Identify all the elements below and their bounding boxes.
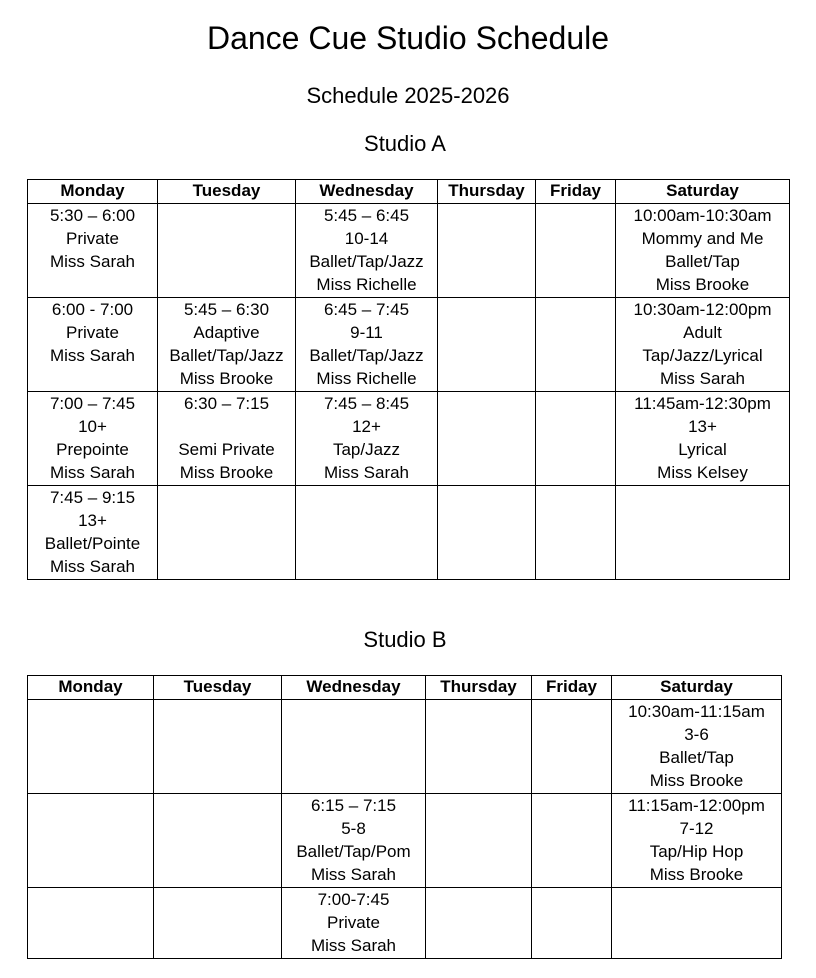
class-detail-line: Miss Richelle (316, 369, 417, 388)
class-detail-line: Miss Sarah (49, 557, 136, 576)
class-detail-line: Prepointe (56, 440, 129, 459)
column-header-saturday: Saturday (612, 676, 782, 700)
empty-cell-friday (536, 298, 616, 392)
class-detail-line: 5-8 (341, 819, 366, 838)
table-row (28, 204, 790, 298)
column-header-monday: Monday (28, 676, 154, 700)
class-detail-line: Miss Kelsey (657, 463, 748, 482)
class-detail-line: 5:45 – 6:45 (323, 206, 410, 225)
empty-cell-wednesday (296, 486, 438, 580)
class-detail-line: Miss Sarah (49, 252, 136, 271)
table-row (28, 486, 790, 580)
studio-a-heading: Studio A (364, 131, 446, 156)
class-detail-line: 10:30am-12:00pm (633, 300, 772, 319)
class-detail-line: 10:00am-10:30am (633, 206, 772, 225)
column-header-wednesday: Wednesday (282, 676, 426, 700)
class-detail-line: 7:00 – 7:45 (49, 394, 136, 413)
class-detail-line: 13+ (78, 511, 107, 530)
class-detail-line: Adaptive (193, 323, 260, 342)
empty-cell-thursday (426, 700, 532, 794)
studio-a-schedule-body (28, 204, 790, 580)
class-detail-line: Miss Sarah (49, 346, 136, 365)
class-detail-line: 3-6 (684, 725, 709, 744)
class-detail-line: Ballet/Tap (665, 252, 740, 271)
class-detail-line: Private (66, 229, 119, 248)
class-detail-line: Mommy and Me (641, 229, 764, 248)
table-header-row (28, 180, 790, 204)
empty-cell-friday (532, 888, 612, 959)
empty-cell-tuesday (158, 204, 296, 298)
class-detail-line: 7-12 (679, 819, 714, 838)
empty-cell-monday (28, 794, 154, 888)
class-cell-monday (28, 298, 158, 392)
class-cell-monday (28, 204, 158, 298)
page-title: Dance Cue Studio Schedule (206, 20, 610, 56)
table-header-row (28, 676, 782, 700)
column-header-friday: Friday (536, 180, 616, 204)
class-detail-line: 12+ (352, 417, 381, 436)
studio-a-schedule-table (27, 179, 790, 580)
table-row (28, 700, 782, 794)
class-detail-line: 10-14 (344, 229, 389, 248)
empty-cell-friday (532, 794, 612, 888)
class-detail-line: Miss Sarah (323, 463, 410, 482)
column-header-tuesday: Tuesday (158, 180, 296, 204)
class-cell-wednesday (282, 888, 426, 959)
empty-cell-tuesday (154, 700, 282, 794)
class-detail-line: Miss Brooke (179, 369, 274, 388)
column-header-monday: Monday (28, 180, 158, 204)
class-detail-line: Tap/Jazz/Lyrical (642, 346, 763, 365)
empty-cell-thursday (438, 298, 536, 392)
class-detail-line: 7:00-7:45 (317, 890, 390, 909)
class-detail-line: Miss Sarah (310, 865, 397, 884)
studio-b-schedule-table (27, 675, 782, 959)
class-detail-line: 11:45am-12:30pm (634, 394, 771, 413)
class-detail-line: Miss Richelle (316, 275, 417, 294)
class-detail-line: Ballet/Pointe (44, 534, 141, 553)
class-cell-saturday (612, 700, 782, 794)
class-detail-line: 5:45 – 6:30 (183, 300, 270, 319)
class-detail-line: Ballet/Tap/Jazz (169, 346, 284, 365)
class-detail-line: 11:15am-12:00pm (628, 796, 765, 815)
class-detail-line: Miss Sarah (310, 936, 397, 955)
class-detail-line: 13+ (688, 417, 717, 436)
class-cell-saturday (616, 298, 790, 392)
empty-cell-monday (28, 700, 154, 794)
class-detail-line (158, 415, 295, 438)
class-detail-line: Semi Private (178, 440, 275, 459)
class-detail-line: 10+ (78, 417, 107, 436)
class-cell-monday (28, 392, 158, 486)
class-cell-saturday (616, 392, 790, 486)
empty-cell-thursday (438, 486, 536, 580)
class-detail-line: Ballet/Tap/Jazz (309, 252, 424, 271)
class-detail-line: Miss Sarah (49, 463, 136, 482)
class-detail-line: Tap/Jazz (332, 440, 401, 459)
class-detail-line: Private (327, 913, 380, 932)
column-header-saturday: Saturday (616, 180, 790, 204)
class-cell-wednesday (282, 794, 426, 888)
class-detail-line: Miss Brooke (655, 275, 750, 294)
class-detail-line: 6:45 – 7:45 (323, 300, 410, 319)
class-cell-monday (28, 486, 158, 580)
class-cell-saturday (612, 794, 782, 888)
class-cell-saturday (616, 204, 790, 298)
class-detail-line: Lyrical (678, 440, 727, 459)
class-cell-tuesday (158, 298, 296, 392)
class-cell-wednesday (296, 298, 438, 392)
class-detail-line: 5:30 – 6:00 (49, 206, 136, 225)
column-header-thursday: Thursday (438, 180, 536, 204)
empty-cell-tuesday (154, 888, 282, 959)
class-detail-line: Tap/Hip Hop (649, 842, 744, 861)
column-header-wednesday: Wednesday (296, 180, 438, 204)
class-detail-line: 9-11 (350, 323, 383, 342)
column-header-tuesday: Tuesday (154, 676, 282, 700)
class-detail-line: Miss Brooke (649, 771, 744, 790)
empty-cell-tuesday (158, 486, 296, 580)
empty-cell-saturday (616, 486, 790, 580)
table-row (28, 794, 782, 888)
class-detail-line: 6:30 – 7:15 (183, 394, 270, 413)
class-detail-line: 7:45 – 8:45 (323, 394, 410, 413)
class-detail-line: Ballet/Tap (659, 748, 734, 767)
class-cell-wednesday (296, 392, 438, 486)
class-detail-line: Adult (683, 323, 722, 342)
empty-cell-monday (28, 888, 154, 959)
empty-cell-thursday (426, 794, 532, 888)
class-detail-line: Miss Sarah (659, 369, 746, 388)
empty-cell-friday (536, 204, 616, 298)
empty-cell-friday (536, 392, 616, 486)
schedule-subtitle: Schedule 2025-2026 (306, 83, 510, 108)
class-detail-line: 7:45 – 9:15 (49, 488, 136, 507)
class-cell-tuesday (158, 392, 296, 486)
empty-cell-friday (532, 700, 612, 794)
empty-cell-friday (536, 486, 616, 580)
class-detail-line: 6:00 - 7:00 (51, 300, 134, 319)
column-header-friday: Friday (532, 676, 612, 700)
table-row (28, 298, 790, 392)
empty-cell-tuesday (154, 794, 282, 888)
column-header-thursday: Thursday (426, 676, 532, 700)
empty-cell-thursday (438, 204, 536, 298)
table-row (28, 888, 782, 959)
class-detail-line: Ballet/Tap/Jazz (309, 346, 424, 365)
class-detail-line: Ballet/Tap/Pom (296, 842, 411, 861)
class-detail-line: 6:15 – 7:15 (310, 796, 397, 815)
table-row (28, 392, 790, 486)
class-cell-wednesday (296, 204, 438, 298)
empty-cell-thursday (438, 392, 536, 486)
studio-b-schedule-body (28, 700, 782, 959)
class-detail-line: Miss Brooke (179, 463, 274, 482)
empty-cell-wednesday (282, 700, 426, 794)
class-detail-line: 10:30am-11:15am (628, 702, 765, 721)
empty-cell-thursday (426, 888, 532, 959)
class-detail-line: Private (66, 323, 119, 342)
studio-b-heading: Studio B (363, 627, 447, 652)
class-detail-line: Miss Brooke (649, 865, 744, 884)
empty-cell-saturday (612, 888, 782, 959)
